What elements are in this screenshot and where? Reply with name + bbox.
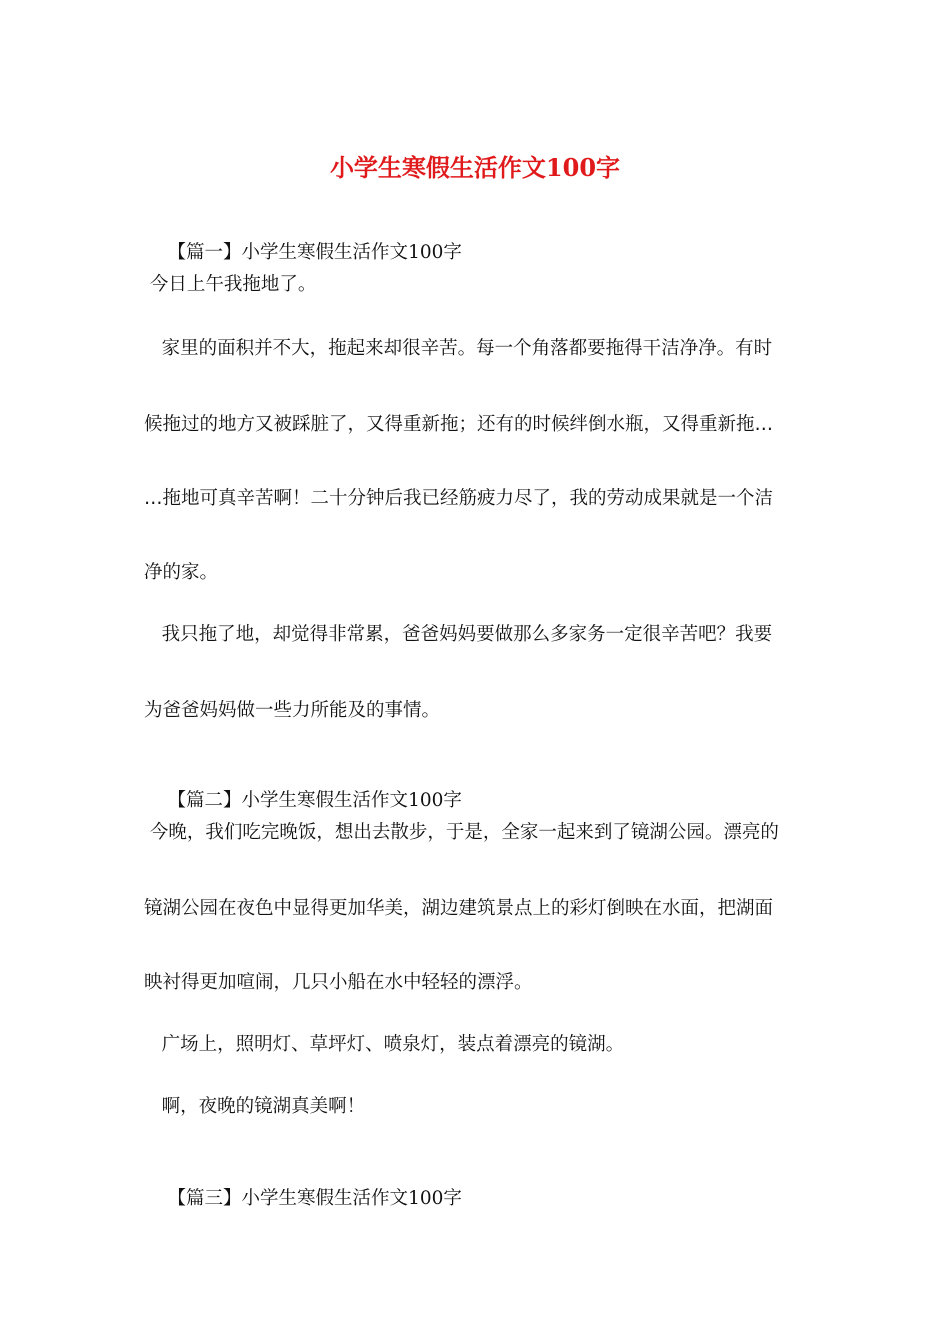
paragraph-line: 啊，夜晚的镜湖真美啊！ <box>144 1096 366 1117</box>
section-heading-text: 小学生寒假生活作文 <box>241 1188 409 1209</box>
paragraph-line: 镜湖公园在夜色中显得更加华美，湖边建筑景点上的彩灯倒映在水面，把湖面 <box>144 898 774 919</box>
paragraph-line: 候拖过的地方又被踩脏了，又得重新拖；还有的时候绊倒水瓶，又得重新拖… <box>144 414 774 435</box>
paragraph-line: 今晚，我们吃完晚饭，想出去散步，于是，全家一起来到了镜湖公园。漂亮的 <box>144 822 779 843</box>
section-heading-number: 100 <box>408 1188 444 1209</box>
paragraph-line: 为爸爸妈妈做一些力所能及的事情。 <box>144 700 441 721</box>
paragraph-line: 我只拖了地，却觉得非常累，爸爸妈妈要做那么多家务一定很辛苦吧？我要 <box>144 624 773 645</box>
paragraph-line: 今日上午我拖地了。 <box>144 274 317 295</box>
section-heading-3 <box>144 1154 462 1244</box>
section-heading-text: 小学生寒假生活作文 <box>241 790 409 811</box>
section-heading-bracket: 【篇一】 <box>167 242 242 263</box>
section-heading-suffix: 字 <box>443 242 462 263</box>
document-title: 小学生寒假生活作文100字 <box>329 153 621 182</box>
paragraph-line: 映衬得更加喧闹，几只小船在水中轻轻的漂浮。 <box>144 972 533 993</box>
paragraph-line: 家里的面积并不大，拖起来却很辛苦。每一个角落都要拖得干洁净净。有时 <box>144 338 773 359</box>
section-heading-bracket: 【篇二】 <box>167 790 242 811</box>
section-heading-number: 100 <box>408 790 444 811</box>
paragraph-line: 净的家。 <box>144 562 219 583</box>
section-heading-suffix: 字 <box>443 790 462 811</box>
paragraph-line: …拖地可真辛苦啊！二十分钟后我已经筋疲力尽了，我的劳动成果就是一个洁 <box>144 488 774 509</box>
section-heading-text: 小学生寒假生活作文 <box>241 242 409 263</box>
section-heading-number: 100 <box>408 242 444 263</box>
paragraph-line: 广场上，照明灯、草坪灯、喷泉灯，装点着漂亮的镜湖。 <box>144 1034 625 1055</box>
section-heading-suffix: 字 <box>443 1188 462 1209</box>
section-heading-bracket: 【篇三】 <box>167 1188 242 1209</box>
